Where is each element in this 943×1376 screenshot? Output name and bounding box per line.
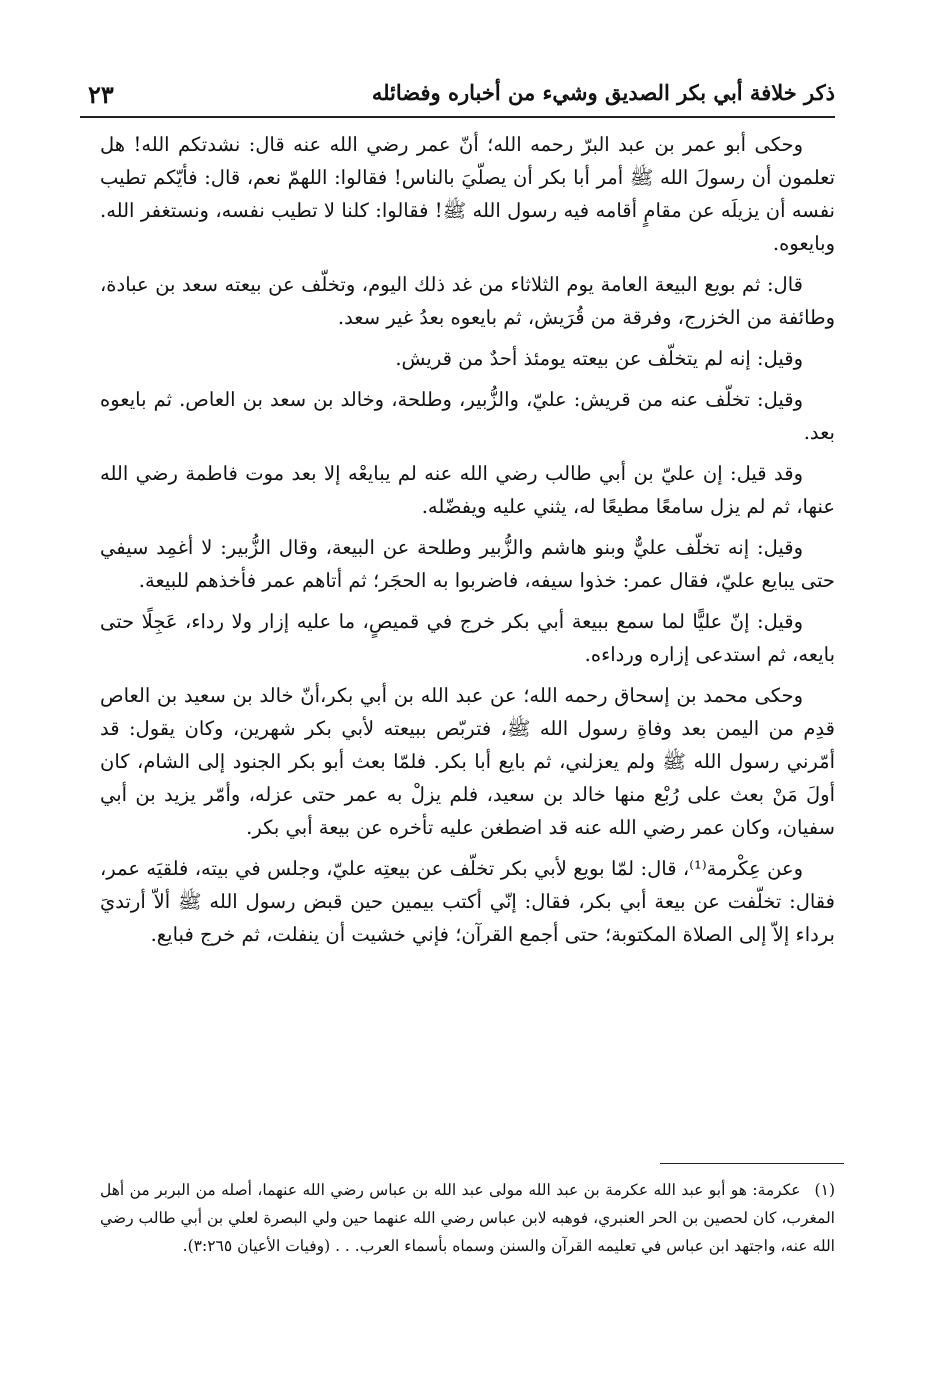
main-text <box>100 128 835 959</box>
paragraph-1: وحكى أبو عمر بن عبد البرّ رحمه الله؛ أنّ عمر رضي الله عنه قال: نشدتكم الله! هل تعلمون أن رسولَ الله ﷺ أمر أبا بكر أن يصلّيَ بالناس! فقالوا: اللهمّ نعم، قال: فأيّكم تطيب نفسه أن يزيلَه عن مقامٍ أقامه فيه رسول الله ﷺ! فقالوا: كلنا لا تطيب نفسه، ونستغفر الله. وبايعوه. <box>100 133 835 255</box>
header-title: ذكر خلافة أبي بكر الصديق وشيء من أخباره وفضائله <box>371 80 835 105</box>
footnote <box>100 1176 835 1260</box>
paragraph-4: وقيل: تخلّف عنه من قريش: عليّ، والزُّبير، وطلحة، وخالد بن سعد بن العاص. ثم بايعوه بعد. <box>100 388 835 444</box>
footnote-text: عكرمة: هو أبو عبد الله عكرمة بن عبد الله مولى عبد الله بن عباس رضي الله عنهما، أصله من البربر من أهل المغرب، كان لحصين بن الحر العنبري، فوهبه لابن عباس رضي الله عنهما حين ولي البصرة لعلي بن أبي طالب رضي الله عنه، واجتهد ابن عباس في تعليمه القرآن والسنن وسماه بأسماء العرب. . . (وفيات الأعيان ٣:٢٦٥). <box>100 1181 835 1255</box>
paragraph-6: وقيل: إنه تخلّف عليٌّ وبنو هاشم والزُّبير وطلحة عن البيعة، وقال الزُّبير: لا أغمِد سيفي حتى يبايع عليّ، فقال عمر: خذوا سيفه، فاضربوا به الحجَر؛ ثم أتاهم عمر فأخذهم للبيعة. <box>100 536 835 592</box>
footnote-marker: (١) <box>814 1181 835 1199</box>
paragraph-5: وقد قيل: إن عليّ بن أبي طالب رضي الله عنه لم يبايعْه إلا بعد موت فاطمة رضي الله عنها، ثم لم يزل سامعًا مطيعًا له، يثني عليه ويفضّله. <box>100 462 835 518</box>
page-number: ٢٣ <box>88 80 114 109</box>
running-header <box>80 76 835 118</box>
paragraph-8: وحكى محمد بن إسحاق رحمه الله؛ عن عبد الله بن أبي بكر،أنّ خالد بن سعيد بن العاص قدِم من اليمن بعد وفاةِ رسول الله ﷺ، فتربّص ببيعته لأبي بكر شهرين، وكان يقول: قد أمّرني رسول الله ﷺ ولم يعزلني، ثم بايع أبا بكر. فلمّا بعث أبو بكر الجنود إلى الشام، كان أولَ مَنْ بعث على رُبْع منها خالد بن سعيد، فلم يزلْ به عمر حتى عزله، وأمّر يزيد بن أبي سفيان، وكان عمر رضي الله عنه قد اضطغن عليه تأخره عن بيعة أبي بكر. <box>100 684 835 839</box>
paragraph-7: وقيل: إنّ عليًّا لما سمع ببيعة أبي بكر خرج في قميصٍ، ما عليه إزار ولا رداء، عَجِلًا حتى بايعه، ثم استدعى إزاره ورداءه. <box>100 610 835 666</box>
footnote-divider <box>660 1163 844 1164</box>
paragraph-2: قال: ثم بويع البيعة العامة يوم الثلاثاء من غد ذلك اليوم، وتخلّف عن بيعته سعد بن عبادة، وطائفة من الخزرج، وفرقة من قُرَيش، ثم بايعوه بعدُ غير سعد. <box>100 273 835 329</box>
paragraph-3: وقيل: إنه لم يتخلّف عن بيعته يومئذ أحدٌ من قريش. <box>395 347 803 370</box>
paragraph-9: وعن عِكْرمة⁽¹⁾، قال: لمّا بويع لأبي بكر تخلّف عن بيعتِه عليّ، وجلس في بيته، فلقيَه عمر، فقال: تخلّفت عن بيعة أبي بكر، فقال: إنّي أكتب بيمين حين قبض رسول الله ﷺ ألاّ أرتديَ برداء إلاّ إلى الصلاة المكتوبة؛ حتى أجمع القرآن؛ فإني خشيت أن ينفلت، ثم خرج فبايع. <box>100 857 835 946</box>
